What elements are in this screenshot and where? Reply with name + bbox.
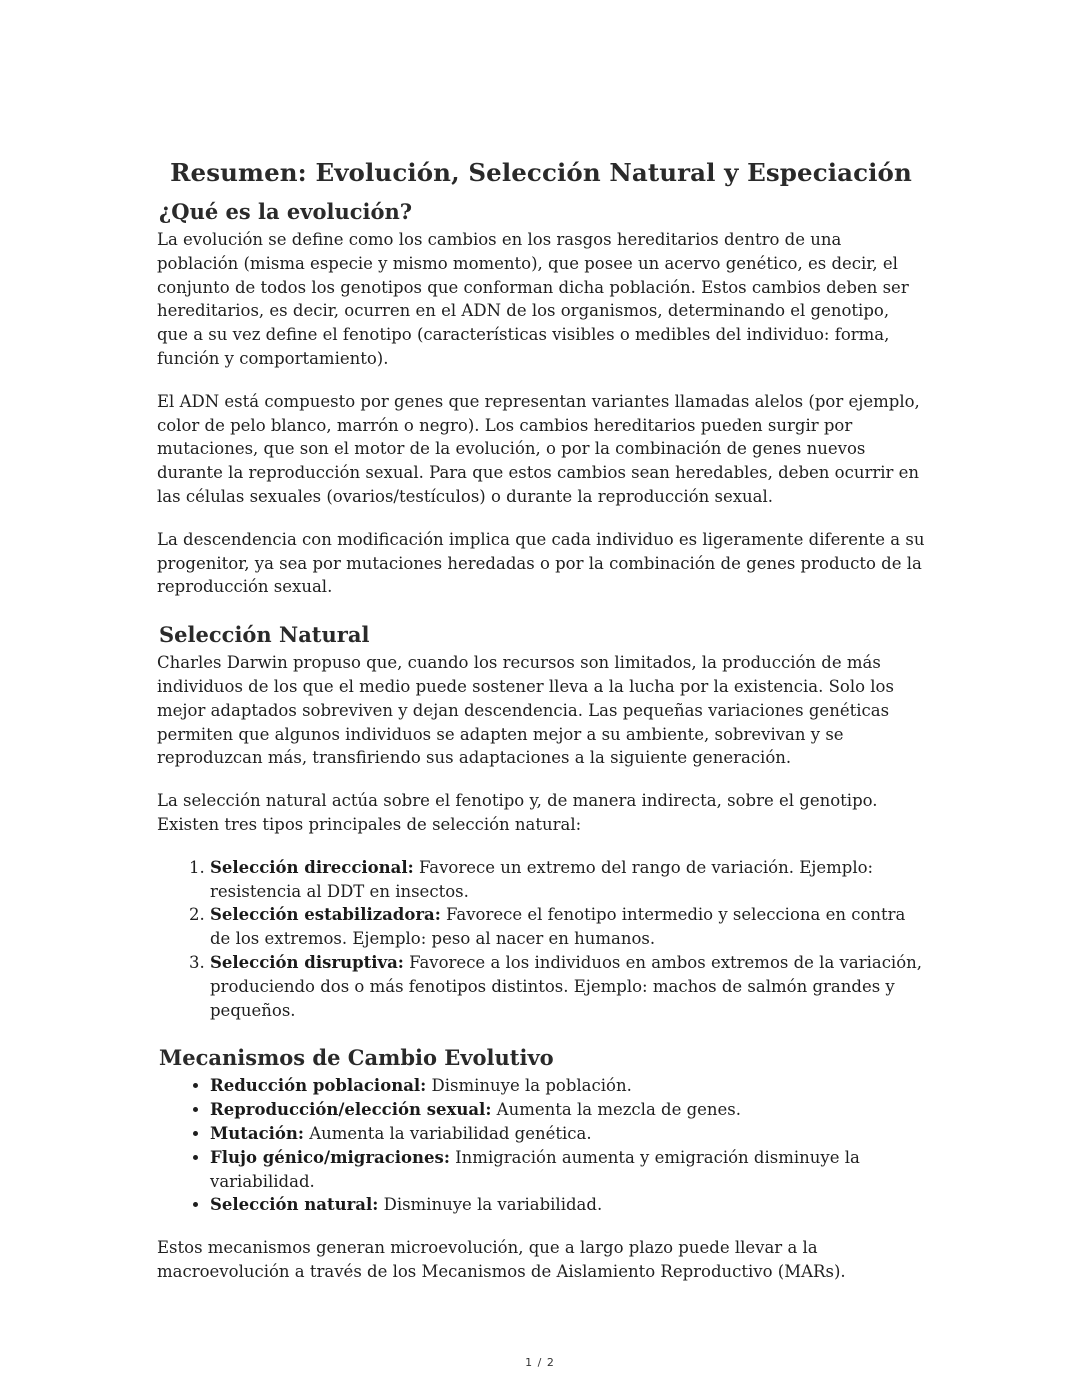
paragraph: El ADN está compuesto por genes que representan variantes llamadas alelos (por ejemplo, color de pelo blanco, marrón o negro). Los cambios hereditarios pueden surgir por mutaciones, que son el motor de la evolución, o por la combinación de genes nuevos durante la reproducción sexual. Para que estos cambios sean heredables, deben ocurrir en las células sexuales (ovarios/testículos) o durante la reproducción sexual. [157, 391, 920, 506]
paragraph: La evolución se define como los cambios en los rasgos hereditarios dentro de una población (misma especie y mismo momento), que posee un acervo genético, es decir, el conjunto de todos los genotipos que conforman dicha población. Estos cambios deben ser hereditarios, es decir, ocurren en el ADN de los organismos, determinando el genotipo, que a su vez define el fenotipo (características visibles o medibles del individuo: forma, función y comportamiento). [157, 230, 909, 368]
list-item [210, 1074, 925, 1098]
list-item [210, 1122, 925, 1146]
document-page [157, 156, 925, 1303]
list-item [210, 856, 925, 904]
paragraph: Charles Darwin propuso que, cuando los recursos son limitados, la producción de más individuos de los que el medio puede sostener lleva a la lucha por la existencia. Solo los mejor adaptados sobreviven y dejan descendencia. Las pequeñas variaciones genéticas permiten que algunos individuos se adapten mejor a su ambiente, sobrevivan y se reproduzcan más, transfiriendo sus adaptaciones a la siguiente generación. [157, 653, 894, 768]
list-item-term: Reducción poblacional: [210, 1076, 427, 1096]
list-item-text: Disminuye la población. [426, 1076, 632, 1096]
list-item [210, 951, 925, 1022]
list-item-text: Aumenta la mezcla de genes. [491, 1100, 742, 1120]
list-item-term: Selección direccional: [210, 857, 414, 877]
list-item-term: Flujo génico/migraciones: [210, 1147, 450, 1167]
selection-types-list [157, 856, 925, 1023]
list-item [210, 1098, 925, 1122]
list-item-term: Selección estabilizadora: [210, 905, 441, 925]
list-item-text: Favorece un extremo del rango de variación. Ejemplo: resistencia al DDT en insectos. [210, 857, 874, 901]
paragraph: La descendencia con modificación implica que cada individuo es ligeramente diferente a su progenitor, ya sea por mutaciones heredadas o por la combinación de genes producto de la reproducción sexual. [157, 529, 925, 597]
list-item-text: Favorece a los individuos en ambos extremos de la variación, produciendo dos o más fenotipos distintos. Ejemplo: machos de salmón grandes y pequeños. [210, 952, 923, 1020]
list-item-term: Selección natural: [210, 1195, 379, 1215]
section-heading-evolucion: ¿Qué es la evolución? [159, 199, 413, 224]
mechanisms-list [157, 1074, 925, 1217]
list-item-text: Aumenta la variabilidad genética. [303, 1123, 592, 1143]
list-item [210, 903, 925, 951]
document-title: Resumen: Evolución, Selección Natural y Especiación [170, 158, 912, 187]
closing-paragraph: Estos mecanismos generan microevolución, que a largo plazo puede llevar a la macroevolución a través de los Mecanismos de Aislamiento Reproductivo (MARs). [157, 1238, 846, 1281]
list-item [210, 1193, 925, 1217]
list-item-text: Inmigración aumenta y emigración disminuye la variabilidad. [210, 1147, 860, 1191]
section-heading-mecanismos: Mecanismos de Cambio Evolutivo [159, 1045, 554, 1071]
section-heading-seleccion-natural: Selección Natural [159, 622, 370, 648]
list-item-term: Reproducción/elección sexual: [210, 1100, 492, 1120]
list-item-term: Selección disruptiva: [210, 952, 404, 972]
page-number: 1 / 2 [525, 1356, 555, 1369]
list-item [210, 1146, 925, 1194]
list-item-text: Favorece el fenotipo intermedio y selecciona en contra de los extremos. Ejemplo: peso al nacer en humanos. [210, 905, 906, 949]
list-item-text: Disminuye la variabilidad. [378, 1195, 603, 1215]
list-item-term: Mutación: [210, 1123, 304, 1143]
paragraph: La selección natural actúa sobre el fenotipo y, de manera indirecta, sobre el genotipo. Existen tres tipos principales de selección natural: [157, 791, 878, 834]
